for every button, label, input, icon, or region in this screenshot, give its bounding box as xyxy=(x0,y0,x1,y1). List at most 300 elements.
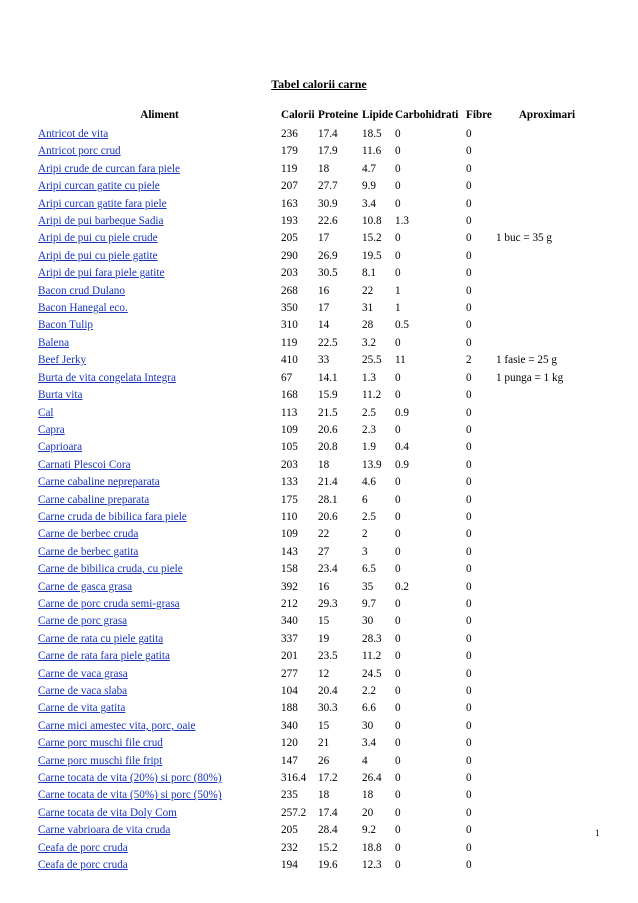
food-link[interactable]: Carne cabaline nepreparata xyxy=(38,476,160,489)
cell-fibre: 0 xyxy=(466,754,472,767)
food-link[interactable]: Beef Jerky xyxy=(38,354,87,367)
table-row xyxy=(38,422,598,439)
cell-proteine: 14.1 xyxy=(318,371,338,384)
cell-lipide: 10.8 xyxy=(362,215,382,228)
cell-proteine: 26 xyxy=(318,754,330,767)
food-link[interactable]: Bacon Tulip xyxy=(38,319,94,332)
cell-lipide: 30 xyxy=(362,719,374,732)
cell-calorii: 163 xyxy=(281,197,298,210)
table-row xyxy=(38,526,598,543)
cell-fibre: 0 xyxy=(466,859,472,872)
cell-carbohidrati: 0 xyxy=(395,685,401,697)
cell-carbohidrati: 0.2 xyxy=(395,580,409,593)
cell-carbohidrati: 0 xyxy=(395,632,401,645)
cell-lipide: 1.9 xyxy=(362,441,376,454)
cell-calorii: 277 xyxy=(281,667,298,680)
table-row xyxy=(38,387,598,404)
cell-lipide: 3.4 xyxy=(362,737,376,750)
cell-name xyxy=(38,178,281,195)
cell-name xyxy=(38,683,281,700)
cell-carbohidrati: 0.9 xyxy=(395,406,409,419)
cell-fibre: 0 xyxy=(466,772,472,785)
cell-calorii: 119 xyxy=(281,162,298,175)
table-row xyxy=(38,474,598,491)
cell-aproximari: 1 buc = 35 g xyxy=(496,232,553,245)
cell-proteine: 17.4 xyxy=(318,806,338,819)
cell-fibre: 0 xyxy=(466,632,472,645)
cell-lipide: 2 xyxy=(362,528,368,541)
cell-fibre: 0 xyxy=(466,580,472,593)
table-row xyxy=(38,126,598,143)
cell-proteine: 21.4 xyxy=(318,476,338,489)
cell-carbohidrati: 0 xyxy=(395,528,401,541)
food-link[interactable]: Carne de berbec gatita xyxy=(38,545,139,558)
cell-fibre: 0 xyxy=(466,563,472,576)
table-row xyxy=(38,143,598,160)
cell-calorii: 207 xyxy=(281,180,298,193)
cell-proteine: 17 xyxy=(318,302,330,315)
cell-lipide: 6.6 xyxy=(362,702,376,715)
table-row xyxy=(38,822,598,839)
food-link[interactable]: Carne tocata de vita (20%) si porc (80%) xyxy=(38,772,222,785)
table-row xyxy=(38,265,598,282)
cell-carbohidrati: 0 xyxy=(395,650,401,663)
cell-aproximari xyxy=(496,613,598,630)
cell-lipide: 25.5 xyxy=(362,354,382,367)
cell-fibre: 0 xyxy=(466,249,472,262)
cell-calorii: 109 xyxy=(281,528,298,541)
food-link[interactable]: Capra xyxy=(38,423,65,436)
cell-calorii: 105 xyxy=(281,441,298,454)
header-calorii: Calorii xyxy=(281,109,315,121)
cell-calorii: 205 xyxy=(281,824,298,837)
cell-name xyxy=(38,526,281,543)
cell-fibre: 0 xyxy=(466,371,472,384)
cell-carbohidrati: 0 xyxy=(395,841,401,854)
cell-proteine: 23.4 xyxy=(318,563,338,576)
table-row xyxy=(38,213,598,230)
cell-fibre: 0 xyxy=(466,650,472,663)
cell-calorii: 340 xyxy=(281,615,298,628)
cell-aproximari xyxy=(496,178,598,195)
cell-aproximari xyxy=(496,770,598,787)
cell-name xyxy=(38,596,281,613)
table-row xyxy=(38,613,598,630)
header-proteine: Proteine xyxy=(318,109,359,121)
cell-name xyxy=(38,735,281,752)
cell-calorii: 410 xyxy=(281,354,298,367)
cell-aproximari xyxy=(496,753,598,770)
cell-carbohidrati: 0 xyxy=(395,128,401,140)
cell-lipide: 13.9 xyxy=(362,458,382,471)
food-link[interactable]: Aripi crude de curcan fara piele xyxy=(38,162,180,175)
calorie-table xyxy=(38,104,598,874)
cell-lipide: 9.9 xyxy=(362,180,376,193)
header-lipide: Lipide xyxy=(362,109,394,121)
cell-fibre: 0 xyxy=(466,406,472,419)
cell-name xyxy=(38,700,281,717)
food-link[interactable]: Carne de porc grasa xyxy=(38,615,128,628)
cell-fibre: 0 xyxy=(466,667,472,680)
cell-lipide: 18.5 xyxy=(362,128,382,140)
cell-name xyxy=(38,265,281,282)
table-row xyxy=(38,492,598,509)
cell-calorii: 316.4 xyxy=(281,772,307,785)
food-link[interactable]: Aripi curcan gatite cu piele xyxy=(38,180,160,193)
cell-carbohidrati: 0 xyxy=(395,197,401,210)
cell-proteine: 23.5 xyxy=(318,650,338,663)
cell-calorii: 67 xyxy=(281,371,293,384)
cell-carbohidrati: 0 xyxy=(395,702,401,715)
food-link[interactable]: Bacon Hanegal eco. xyxy=(38,302,128,315)
cell-calorii: 337 xyxy=(281,632,298,645)
food-link[interactable]: Carne de porc cruda semi-grasa xyxy=(38,597,180,610)
cell-lipide: 9.2 xyxy=(362,824,376,837)
cell-proteine: 30.5 xyxy=(318,267,338,280)
cell-proteine: 28.4 xyxy=(318,824,338,837)
cell-aproximari xyxy=(496,317,598,334)
cell-carbohidrati: 0 xyxy=(395,754,401,767)
cell-lipide: 35 xyxy=(362,580,374,593)
table-row xyxy=(38,561,598,578)
cell-proteine: 33 xyxy=(318,354,330,367)
cell-proteine: 18 xyxy=(318,458,330,471)
cell-aproximari xyxy=(496,631,598,648)
cell-proteine: 21 xyxy=(318,737,330,750)
cell-name xyxy=(38,457,281,474)
cell-fibre: 0 xyxy=(466,423,472,436)
table-row xyxy=(38,700,598,717)
cell-aproximari xyxy=(496,457,598,474)
cell-name xyxy=(38,822,281,839)
cell-name xyxy=(38,335,281,352)
cell-fibre: 0 xyxy=(466,806,472,819)
cell-calorii: 113 xyxy=(281,406,298,419)
cell-carbohidrati: 0 xyxy=(395,806,401,819)
cell-fibre: 0 xyxy=(466,615,472,628)
cell-lipide: 2.2 xyxy=(362,685,376,697)
table-row xyxy=(38,805,598,822)
cell-carbohidrati: 0 xyxy=(395,336,401,349)
cell-lipide: 9.7 xyxy=(362,597,376,610)
cell-aproximari xyxy=(496,544,598,561)
table-row xyxy=(38,718,598,735)
food-link[interactable]: Carnati Plescoi Cora xyxy=(38,458,131,471)
cell-proteine: 27 xyxy=(318,545,330,558)
food-link[interactable]: Balena xyxy=(38,336,70,349)
table-row xyxy=(38,161,598,178)
cell-proteine: 17.2 xyxy=(318,772,338,785)
food-link[interactable]: Carne porc muschi file fript xyxy=(38,754,163,767)
food-link[interactable]: Caprioara xyxy=(38,441,83,454)
cell-name xyxy=(38,544,281,561)
cell-proteine: 12 xyxy=(318,667,330,680)
table-row xyxy=(38,196,598,213)
cell-carbohidrati: 0 xyxy=(395,232,401,245)
header-aproximari: Aproximari xyxy=(518,109,576,121)
food-link[interactable]: Carne de vaca slaba xyxy=(38,685,128,697)
cell-aproximari xyxy=(496,822,598,839)
cell-proteine: 16 xyxy=(318,580,330,593)
cell-aproximari xyxy=(496,526,598,543)
cell-aproximari xyxy=(496,161,598,178)
cell-proteine: 19.6 xyxy=(318,859,338,872)
cell-lipide: 30 xyxy=(362,615,374,628)
cell-proteine: 15.2 xyxy=(318,841,338,854)
cell-name xyxy=(38,840,281,857)
cell-fibre: 0 xyxy=(466,528,472,541)
cell-proteine: 17.4 xyxy=(318,128,338,140)
cell-aproximari xyxy=(496,474,598,491)
cell-lipide: 8.1 xyxy=(362,267,376,280)
cell-proteine: 19 xyxy=(318,632,330,645)
cell-fibre: 2 xyxy=(466,354,472,367)
table-row xyxy=(38,457,598,474)
cell-calorii: 205 xyxy=(281,232,298,245)
cell-carbohidrati: 0 xyxy=(395,145,401,158)
cell-fibre: 0 xyxy=(466,789,472,802)
table-row xyxy=(38,335,598,352)
food-link[interactable]: Aripi curcan gatite fara piele xyxy=(38,197,167,210)
food-link[interactable]: Burta vita xyxy=(38,389,83,402)
cell-name xyxy=(38,613,281,630)
cell-carbohidrati: 0 xyxy=(395,493,401,506)
cell-aproximari xyxy=(496,283,598,300)
cell-carbohidrati: 0 xyxy=(395,162,401,175)
cell-aproximari xyxy=(496,248,598,265)
food-link[interactable]: Aripi de pui cu piele crude xyxy=(38,232,158,245)
cell-aproximari: 1 fasie = 25 g xyxy=(496,354,557,367)
food-link[interactable]: Aripi de pui barbeque Sadia xyxy=(38,215,164,228)
cell-calorii: 188 xyxy=(281,702,298,715)
cell-aproximari xyxy=(496,805,598,822)
cell-lipide: 4.7 xyxy=(362,162,376,175)
table-row xyxy=(38,753,598,770)
cell-aproximari xyxy=(496,579,598,596)
cell-fibre: 0 xyxy=(466,493,472,506)
cell-lipide: 20 xyxy=(362,806,374,819)
food-link[interactable]: Ceafa de porc cruda xyxy=(38,859,128,872)
cell-aproximari xyxy=(496,718,598,735)
cell-lipide: 2.5 xyxy=(362,406,376,419)
cell-calorii: 268 xyxy=(281,284,298,297)
cell-aproximari xyxy=(496,439,598,456)
cell-lipide: 11.2 xyxy=(362,389,382,402)
cell-lipide: 2.3 xyxy=(362,423,376,436)
cell-aproximari xyxy=(496,265,598,282)
food-link[interactable]: Carne tocata de vita (50%) si porc (50%) xyxy=(38,789,222,802)
cell-name xyxy=(38,439,281,456)
food-link[interactable]: Cal xyxy=(38,406,54,419)
cell-aproximari xyxy=(496,509,598,526)
food-link[interactable]: Carne de berbec cruda xyxy=(38,528,139,541)
cell-name xyxy=(38,648,281,665)
cell-proteine: 14 xyxy=(318,319,330,332)
cell-aproximari xyxy=(496,840,598,857)
cell-lipide: 28 xyxy=(362,319,374,332)
cell-fibre: 0 xyxy=(466,841,472,854)
cell-calorii: 143 xyxy=(281,545,298,558)
cell-name xyxy=(38,718,281,735)
food-link[interactable]: Carne de bibilica cruda, cu piele xyxy=(38,563,183,576)
cell-proteine: 21.5 xyxy=(318,406,338,419)
cell-name xyxy=(38,248,281,265)
cell-name xyxy=(38,509,281,526)
cell-carbohidrati: 0 xyxy=(395,859,401,872)
cell-carbohidrati: 0 xyxy=(395,371,401,384)
food-link[interactable]: Carne cabaline preparata xyxy=(38,493,150,506)
cell-lipide: 1.3 xyxy=(362,371,376,384)
cell-aproximari xyxy=(496,666,598,683)
cell-aproximari xyxy=(496,422,598,439)
cell-lipide: 4.6 xyxy=(362,476,376,489)
food-link[interactable]: Carne porc muschi file crud xyxy=(38,737,163,750)
cell-calorii: 203 xyxy=(281,458,298,471)
cell-calorii: 175 xyxy=(281,493,298,506)
food-link[interactable]: Carne vabrioara de vita cruda xyxy=(38,824,171,837)
cell-fibre: 0 xyxy=(466,284,472,297)
cell-name xyxy=(38,317,281,334)
cell-name xyxy=(38,161,281,178)
table-row xyxy=(38,631,598,648)
cell-proteine: 15.9 xyxy=(318,389,338,402)
table-row xyxy=(38,439,598,456)
cell-carbohidrati: 0 xyxy=(395,423,401,436)
cell-proteine: 30.9 xyxy=(318,197,338,210)
cell-name xyxy=(38,492,281,509)
cell-calorii: 179 xyxy=(281,145,298,158)
table-row xyxy=(38,735,598,752)
cell-fibre: 0 xyxy=(466,441,472,454)
cell-fibre: 0 xyxy=(466,232,472,245)
cell-calorii: 109 xyxy=(281,423,298,436)
cell-fibre: 0 xyxy=(466,458,472,471)
food-link[interactable]: Carne de gasca grasa xyxy=(38,580,133,593)
cell-calorii: 235 xyxy=(281,789,298,802)
cell-lipide: 12.3 xyxy=(362,859,382,872)
cell-fibre: 0 xyxy=(466,215,472,228)
cell-aproximari xyxy=(496,335,598,352)
cell-fibre: 0 xyxy=(466,719,472,732)
food-link[interactable]: Carne tocata de vita Doly Com xyxy=(38,806,177,819)
cell-carbohidrati: 0 xyxy=(395,545,401,558)
cell-calorii: 119 xyxy=(281,336,298,349)
cell-name xyxy=(38,770,281,787)
cell-aproximari xyxy=(496,596,598,613)
cell-carbohidrati: 0 xyxy=(395,597,401,610)
cell-aproximari xyxy=(496,387,598,404)
page-title: Tabel calorii carne xyxy=(271,77,367,91)
cell-proteine: 18 xyxy=(318,789,330,802)
cell-proteine: 15 xyxy=(318,615,330,628)
table-row xyxy=(38,857,598,874)
cell-proteine: 28.1 xyxy=(318,493,338,506)
cell-lipide: 3.4 xyxy=(362,197,376,210)
cell-calorii: 232 xyxy=(281,841,298,854)
cell-calorii: 193 xyxy=(281,215,298,228)
cell-carbohidrati: 0 xyxy=(395,510,401,523)
cell-proteine: 15 xyxy=(318,719,330,732)
food-link[interactable]: Aripi de pui fara piele gatite xyxy=(38,267,165,280)
cell-carbohidrati: 0 xyxy=(395,476,401,489)
food-link[interactable]: Antricot porc crud xyxy=(38,145,121,158)
cell-fibre: 0 xyxy=(466,545,472,558)
food-link[interactable]: Ceafa de porc cruda xyxy=(38,841,128,854)
cell-name xyxy=(38,352,281,369)
cell-aproximari xyxy=(496,300,598,317)
cell-proteine: 22 xyxy=(318,528,330,541)
table-row xyxy=(38,509,598,526)
food-link[interactable]: Carne cruda de bibilica fara piele xyxy=(38,510,187,523)
food-link[interactable]: Bacon crud Dulano xyxy=(38,284,125,297)
cell-lipide: 11.6 xyxy=(362,145,382,158)
cell-aproximari xyxy=(496,700,598,717)
cell-lipide: 11.2 xyxy=(362,650,382,663)
cell-lipide: 6 xyxy=(362,493,368,506)
cell-proteine: 18 xyxy=(318,162,330,175)
cell-carbohidrati: 0 xyxy=(395,667,401,680)
cell-fibre: 0 xyxy=(466,267,472,280)
table-row xyxy=(38,248,598,265)
cell-proteine: 30.3 xyxy=(318,702,338,715)
cell-calorii: 340 xyxy=(281,719,298,732)
food-link[interactable]: Antricot de vita xyxy=(38,128,109,140)
cell-calorii: 110 xyxy=(281,510,298,523)
cell-lipide: 19.5 xyxy=(362,249,382,262)
table-row xyxy=(38,787,598,804)
food-link[interactable]: Carne de rata fara piele gatita xyxy=(38,650,170,663)
cell-lipide: 3.2 xyxy=(362,336,376,349)
cell-carbohidrati: 0 xyxy=(395,737,401,750)
cell-proteine: 20.6 xyxy=(318,423,338,436)
cell-fibre: 0 xyxy=(466,145,472,158)
cell-aproximari xyxy=(496,735,598,752)
cell-aproximari xyxy=(496,787,598,804)
cell-calorii: 236 xyxy=(281,128,298,140)
cell-carbohidrati: 11 xyxy=(395,354,406,367)
cell-calorii: 212 xyxy=(281,597,298,610)
food-link[interactable]: Burta de vita congelata Integra xyxy=(38,371,176,384)
cell-fibre: 0 xyxy=(466,389,472,402)
cell-calorii: 392 xyxy=(281,580,298,593)
cell-aproximari xyxy=(496,492,598,509)
food-link[interactable]: Carne mici amestec vita, porc, oaie xyxy=(38,719,196,732)
food-link[interactable]: Aripi de pui cu piele gatite xyxy=(38,249,158,262)
cell-aproximari xyxy=(496,405,598,422)
table-row xyxy=(38,840,598,857)
cell-fibre: 0 xyxy=(466,597,472,610)
cell-name xyxy=(38,805,281,822)
cell-fibre: 0 xyxy=(466,197,472,210)
table-row xyxy=(38,300,598,317)
cell-proteine: 20.6 xyxy=(318,510,338,523)
food-link[interactable]: Carne de rata cu piele gatita xyxy=(38,632,164,645)
cell-fibre: 0 xyxy=(466,319,472,332)
food-link[interactable]: Carne de vita gatita xyxy=(38,702,126,715)
cell-proteine: 26.9 xyxy=(318,249,338,262)
cell-aproximari xyxy=(496,648,598,665)
table-row xyxy=(38,352,598,369)
cell-name xyxy=(38,300,281,317)
cell-aproximari xyxy=(496,213,598,230)
page-number: 1 xyxy=(595,828,600,838)
cell-fibre: 0 xyxy=(466,302,472,315)
header-aliment: Aliment xyxy=(140,109,179,121)
cell-calorii: 194 xyxy=(281,859,298,872)
food-link[interactable]: Carne de vaca grasa xyxy=(38,667,128,680)
cell-calorii: 168 xyxy=(281,389,298,402)
cell-calorii: 257.2 xyxy=(281,806,307,819)
